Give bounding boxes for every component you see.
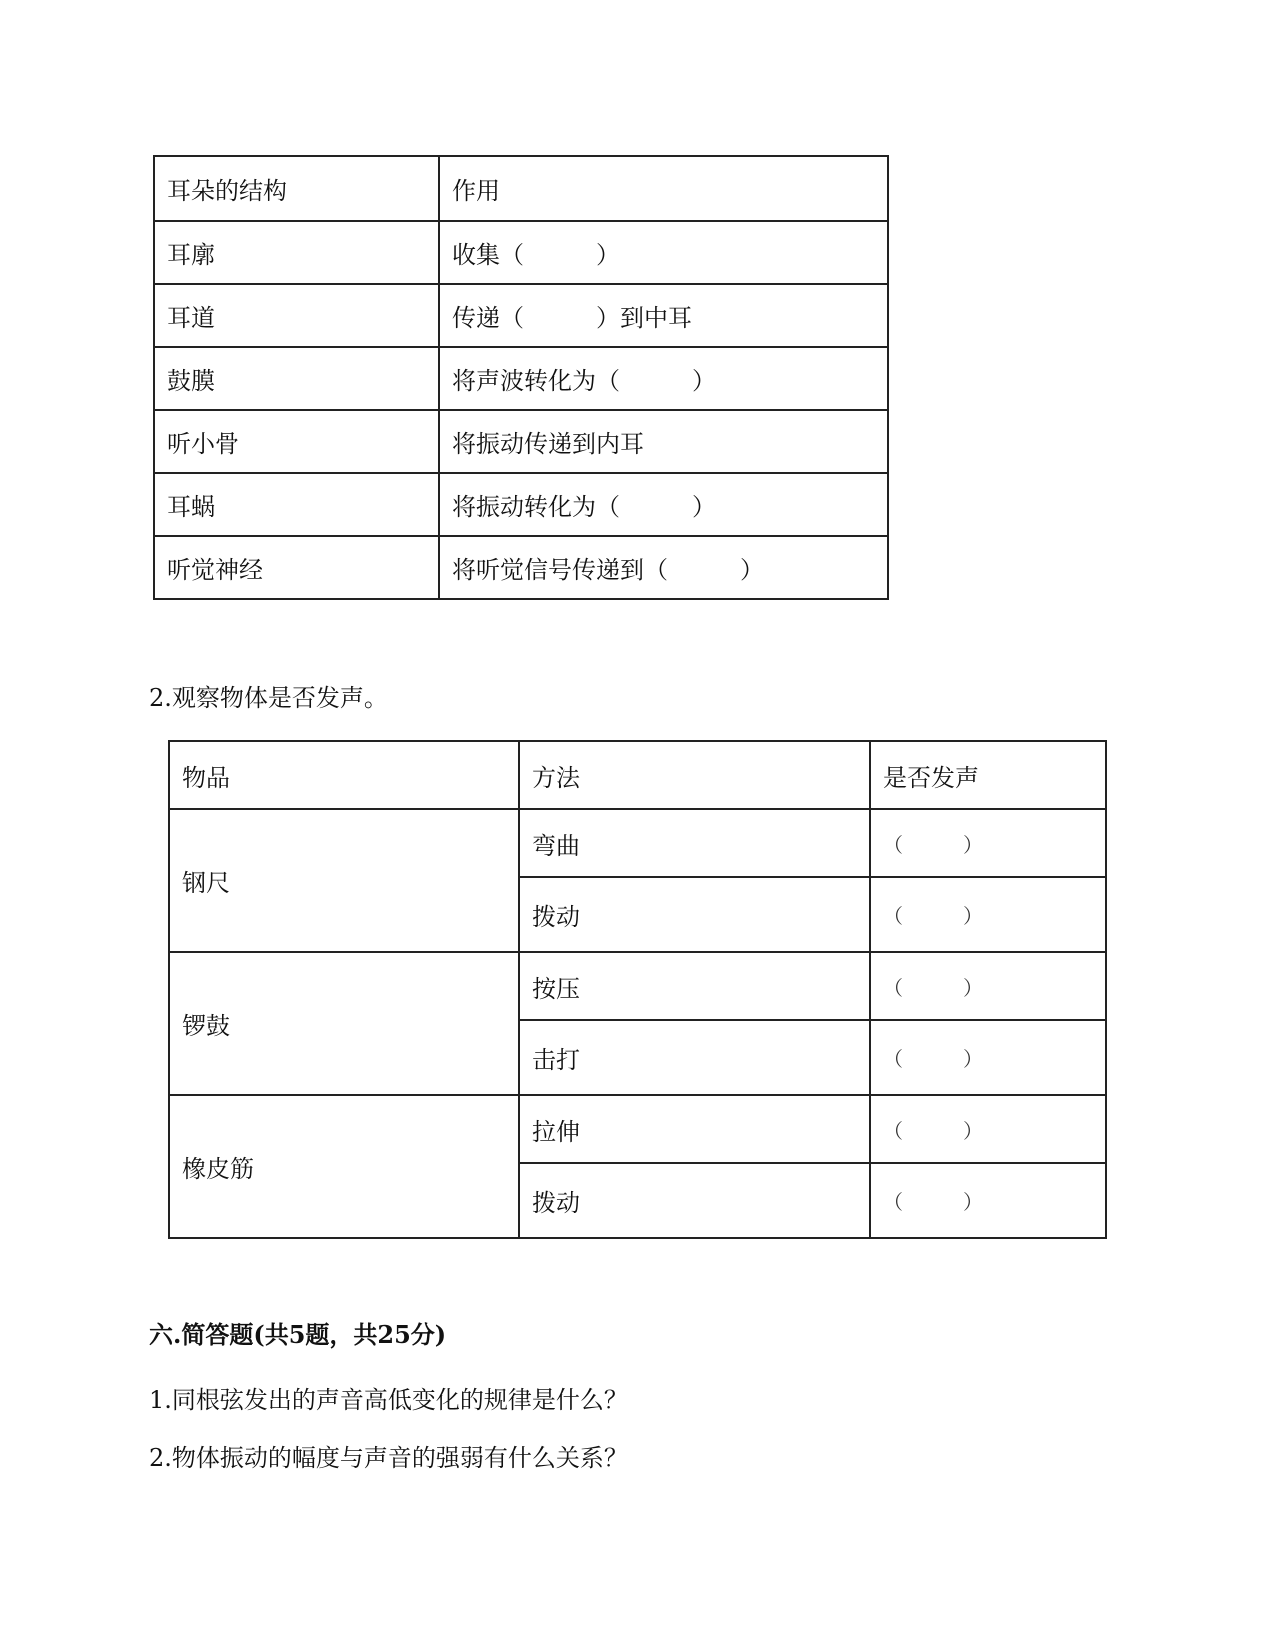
structure-cell: 耳道: [154, 284, 439, 347]
method-cell: 拉伸: [519, 1095, 870, 1163]
header-sound: 是否发声: [870, 741, 1106, 809]
header-item: 物品: [169, 741, 519, 809]
function-cell: 传递（ ）到中耳: [439, 284, 888, 347]
item-cell: 橡皮筋: [169, 1095, 519, 1238]
table-row: [169, 952, 1106, 1020]
section-6-title: 六.简答题(共5题，共25分): [149, 1320, 447, 1349]
answer-cell: （ ）: [870, 1095, 1106, 1163]
answer-cell: （ ）: [870, 1163, 1106, 1238]
table-header-row: [169, 741, 1106, 809]
function-cell: 收集（ ）: [439, 221, 888, 284]
answer-cell: （ ）: [870, 952, 1106, 1020]
function-cell: 将声波转化为（ ）: [439, 347, 888, 410]
method-cell: 击打: [519, 1020, 870, 1095]
structure-cell: 耳蜗: [154, 473, 439, 536]
structure-cell: 鼓膜: [154, 347, 439, 410]
table-row: [154, 410, 888, 473]
table-row: [154, 473, 888, 536]
table-row: [154, 221, 888, 284]
table-row: [154, 284, 888, 347]
answer-cell: （ ）: [870, 877, 1106, 952]
short-answer-question-1: 1.同根弦发出的声音高低变化的规律是什么？: [149, 1386, 628, 1414]
header-function: 作用: [439, 156, 888, 221]
short-answer-question-2: 2.物体振动的幅度与声音的强弱有什么关系？: [149, 1444, 628, 1472]
method-cell: 拨动: [519, 1163, 870, 1238]
table-row: [169, 809, 1106, 877]
table-header-row: [154, 156, 888, 221]
answer-cell: （ ）: [870, 1020, 1106, 1095]
method-cell: 拨动: [519, 877, 870, 952]
header-method: 方法: [519, 741, 870, 809]
table-row: [154, 347, 888, 410]
answer-cell: （ ）: [870, 809, 1106, 877]
function-cell: 将振动传递到内耳: [439, 410, 888, 473]
item-cell: 锣鼓: [169, 952, 519, 1095]
ear-structure-table: [153, 155, 889, 600]
function-cell: 将振动转化为（ ）: [439, 473, 888, 536]
structure-cell: 耳廓: [154, 221, 439, 284]
structure-cell: 听觉神经: [154, 536, 439, 599]
method-cell: 弯曲: [519, 809, 870, 877]
header-structure: 耳朵的结构: [154, 156, 439, 221]
structure-cell: 听小骨: [154, 410, 439, 473]
method-cell: 按压: [519, 952, 870, 1020]
table-row: [154, 536, 888, 599]
table-row: [169, 1095, 1106, 1163]
item-cell: 钢尺: [169, 809, 519, 952]
question-2-label: 2.观察物体是否发声。: [149, 684, 388, 712]
function-cell: 将听觉信号传递到（ ）: [439, 536, 888, 599]
sound-observation-table: [168, 740, 1107, 1239]
